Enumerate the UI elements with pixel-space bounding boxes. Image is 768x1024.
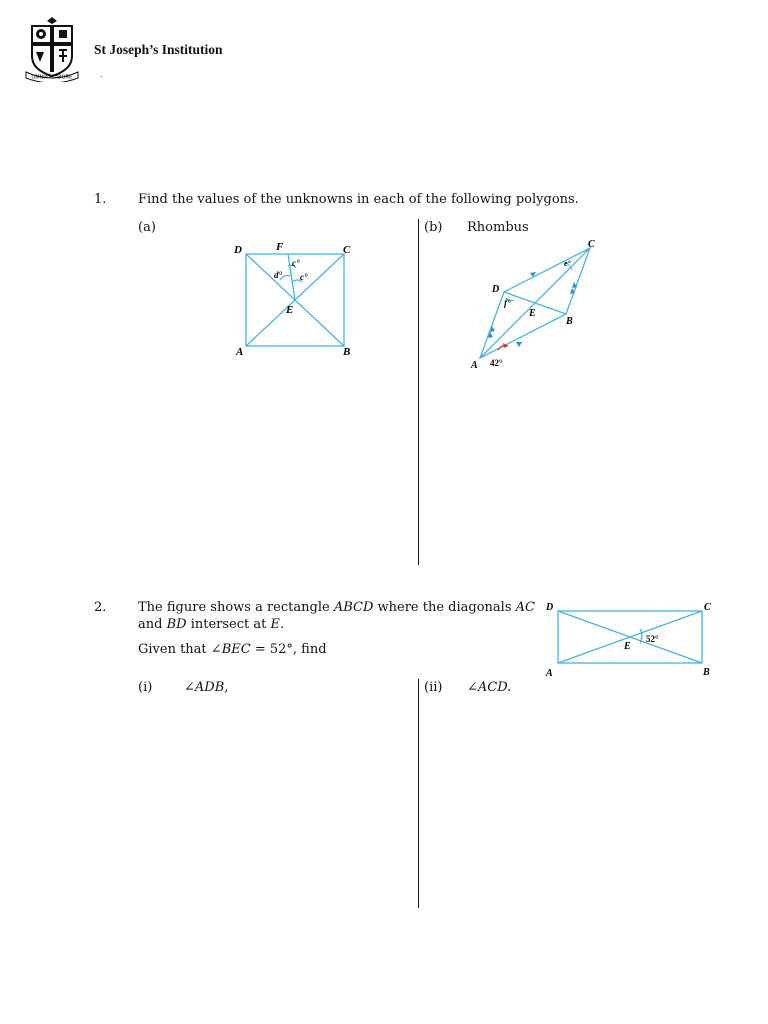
q2-part-ii-expr: ∠ACD. — [467, 680, 512, 695]
q2-line-1: The figure shows a rectangle ABCD where the diagonals AC — [138, 600, 535, 615]
q1a-label-d: d° — [274, 270, 283, 280]
q2-line-2: and BD intersect at E. — [138, 617, 285, 632]
q1b-label-E: E — [529, 308, 536, 319]
q1a-label-A: A — [236, 346, 244, 358]
q1b-label-B: B — [566, 316, 573, 327]
q1-number: 1. — [94, 192, 107, 207]
header-dot: . — [100, 70, 103, 79]
q2-part-i-expr: ∠ADB, — [184, 680, 229, 695]
q2-label-A: A — [546, 668, 553, 679]
q1a-label-D: D — [234, 244, 242, 256]
q2-label-D: D — [546, 602, 554, 613]
q1a-label-c-lower: c° — [300, 272, 308, 282]
q1b-label-D: D — [492, 284, 500, 295]
crest-motto: OMNIA • LABORE — [31, 74, 73, 81]
q2-label-E: E — [624, 641, 631, 652]
q1-part-a-label: (a) — [138, 220, 156, 235]
q2-number: 2. — [94, 600, 107, 615]
q1b-label-A: A — [471, 360, 478, 371]
school-name: St Joseph’s Institution — [94, 42, 223, 57]
q2-rectangle-figure — [540, 598, 720, 680]
school-crest-logo — [24, 16, 80, 82]
q1b-rhombus-figure — [466, 236, 606, 372]
q2-label-B: B — [703, 667, 710, 678]
q1b-label-C: C — [588, 239, 595, 250]
q1a-square-figure — [228, 236, 364, 360]
q2-divider — [418, 679, 419, 908]
q2-part-i-label: (i) — [138, 680, 153, 695]
q2-part-ii-label: (ii) — [424, 680, 443, 695]
q2-label-angle: 52° — [646, 634, 659, 644]
q1-part-b-label: (b) — [424, 220, 443, 235]
q1a-label-C: C — [343, 244, 351, 256]
q1b-label-e: e° — [564, 259, 571, 268]
q1a-label-E: E — [286, 304, 294, 316]
q2-given: Given that ∠BEC = 52°, find — [138, 642, 327, 657]
q1a-label-B: B — [343, 346, 351, 358]
q2-label-C: C — [704, 602, 711, 613]
q1a-label-c-upper: c° — [292, 258, 300, 268]
q1-divider — [418, 219, 419, 565]
q1a-label-F: F — [276, 241, 284, 253]
q1-part-b-title: Rhombus — [467, 220, 529, 235]
q1b-label-angle: 42° — [490, 358, 503, 368]
q1b-label-f: f° — [504, 298, 511, 308]
q1-prompt: Find the values of the unknowns in each of the following polygons. — [138, 192, 579, 207]
